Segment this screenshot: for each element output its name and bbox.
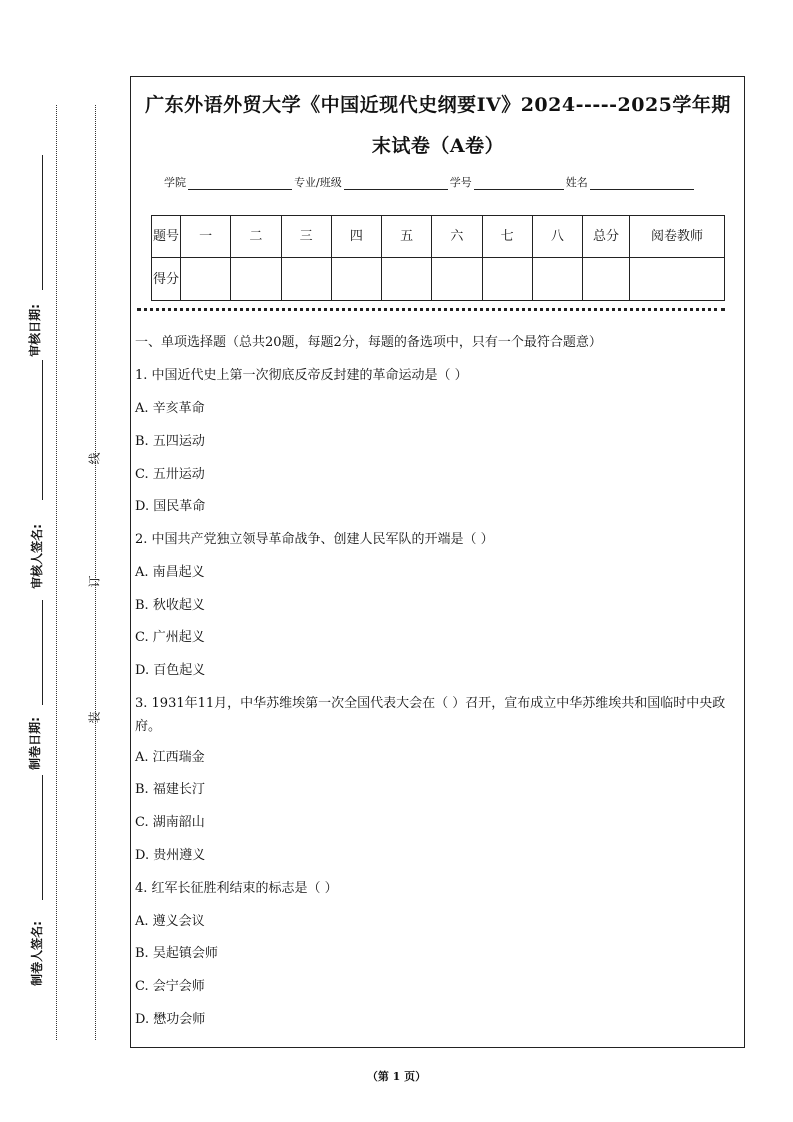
score-cell[interactable] bbox=[181, 258, 231, 301]
score-cell[interactable] bbox=[532, 258, 582, 301]
page-number: （第 1 页） bbox=[366, 1070, 427, 1083]
option-d: D. 百色起义 bbox=[135, 663, 206, 678]
option-b: B. 福建长汀 bbox=[135, 782, 205, 797]
binding-text-order: 订 bbox=[87, 575, 102, 588]
question-stem: 3. 1931年11月，中华苏维埃第一次全国代表大会在（ ）召开，宣布成立中华苏维埃共和国临时中央政府。 bbox=[135, 696, 726, 734]
option-d: D. 国民革命 bbox=[135, 499, 206, 514]
score-col-6: 六 bbox=[432, 216, 482, 258]
score-col-3: 三 bbox=[281, 216, 331, 258]
option-d: D. 贵州遵义 bbox=[135, 848, 206, 863]
reviewer-sign-blank bbox=[42, 360, 43, 500]
student-info-row bbox=[164, 174, 696, 190]
major-blank[interactable] bbox=[344, 177, 448, 190]
option-b: B. 五四运动 bbox=[135, 434, 205, 449]
question-stem: 4. 红军长征胜利结束的标志是（ ） bbox=[135, 881, 338, 896]
score-cell[interactable] bbox=[482, 258, 532, 301]
score-cell[interactable] bbox=[382, 258, 432, 301]
option-a: A. 遵义会议 bbox=[135, 914, 205, 929]
id-label: 学号 bbox=[449, 176, 472, 189]
school-label: 学院 bbox=[164, 176, 186, 189]
name-label: 姓名 bbox=[565, 176, 588, 189]
total-score-header: 总分 bbox=[583, 216, 630, 258]
question-number-header: 题号 bbox=[152, 216, 181, 258]
question-stem: 2. 中国共产党独立领导革命战争、创建人民军队的开端是（ ） bbox=[135, 532, 494, 547]
binding-dotted-line bbox=[95, 105, 96, 1040]
score-col-2: 二 bbox=[231, 216, 281, 258]
question-stem: 1. 中国近代史上第一次彻底反帝反封建的革命运动是（ ） bbox=[135, 368, 468, 383]
score-col-1: 一 bbox=[181, 216, 231, 258]
major-label: 专业/班级 bbox=[294, 176, 342, 189]
total-score-cell[interactable] bbox=[583, 258, 630, 301]
option-a: A. 江西瑞金 bbox=[135, 750, 205, 765]
score-cell[interactable] bbox=[432, 258, 482, 301]
option-c: C. 五卅运动 bbox=[135, 467, 205, 482]
score-col-4: 四 bbox=[331, 216, 381, 258]
score-col-5: 五 bbox=[382, 216, 432, 258]
name-blank[interactable] bbox=[590, 177, 694, 190]
option-c: C. 湖南韶山 bbox=[135, 815, 205, 830]
score-col-7: 七 bbox=[482, 216, 532, 258]
binding-text-bind: 装 bbox=[87, 711, 102, 724]
score-cell[interactable] bbox=[231, 258, 281, 301]
option-a: A. 南昌起义 bbox=[135, 565, 205, 580]
score-table bbox=[151, 215, 725, 301]
option-b: B. 秋收起义 bbox=[135, 598, 205, 613]
maker-date-blank bbox=[42, 600, 43, 705]
exam-title-line1: 广东外语外贸大学《中国近现代史纲要IV》2024-----2025学年期 bbox=[145, 94, 731, 116]
dotted-separator bbox=[137, 308, 725, 311]
grader-cell[interactable] bbox=[630, 258, 725, 301]
id-blank[interactable] bbox=[474, 177, 564, 190]
exam-title-line2: 末试卷（A卷） bbox=[371, 135, 505, 157]
score-col-8: 八 bbox=[532, 216, 582, 258]
grader-header: 阅卷教师 bbox=[630, 216, 725, 258]
option-a: A. 辛亥革命 bbox=[135, 401, 205, 416]
score-cell[interactable] bbox=[281, 258, 331, 301]
maker-sign-blank bbox=[42, 775, 43, 900]
binding-text-line: 线 bbox=[87, 452, 102, 465]
option-b: B. 吴起镇会师 bbox=[135, 946, 218, 961]
school-blank[interactable] bbox=[188, 177, 292, 190]
score-cell[interactable] bbox=[331, 258, 381, 301]
reviewer-sign-label: 审核人签名: bbox=[29, 524, 44, 589]
review-date-label: 审核日期: bbox=[27, 304, 42, 357]
sidebar-dotted-line-outer bbox=[56, 105, 57, 1040]
score-row-header: 得分 bbox=[152, 258, 181, 301]
option-d: D. 懋功会师 bbox=[135, 1012, 206, 1027]
maker-sign-label: 制卷人签名: bbox=[29, 921, 44, 986]
option-c: C. 广州起义 bbox=[135, 630, 205, 645]
option-c: C. 会宁会师 bbox=[135, 979, 205, 994]
maker-date-label: 制卷日期: bbox=[27, 717, 42, 770]
review-date-blank bbox=[42, 155, 43, 290]
section-heading: 一、单项选择题（总共20题，每题2分，每题的备选项中，只有一个最符合题意） bbox=[135, 335, 602, 350]
